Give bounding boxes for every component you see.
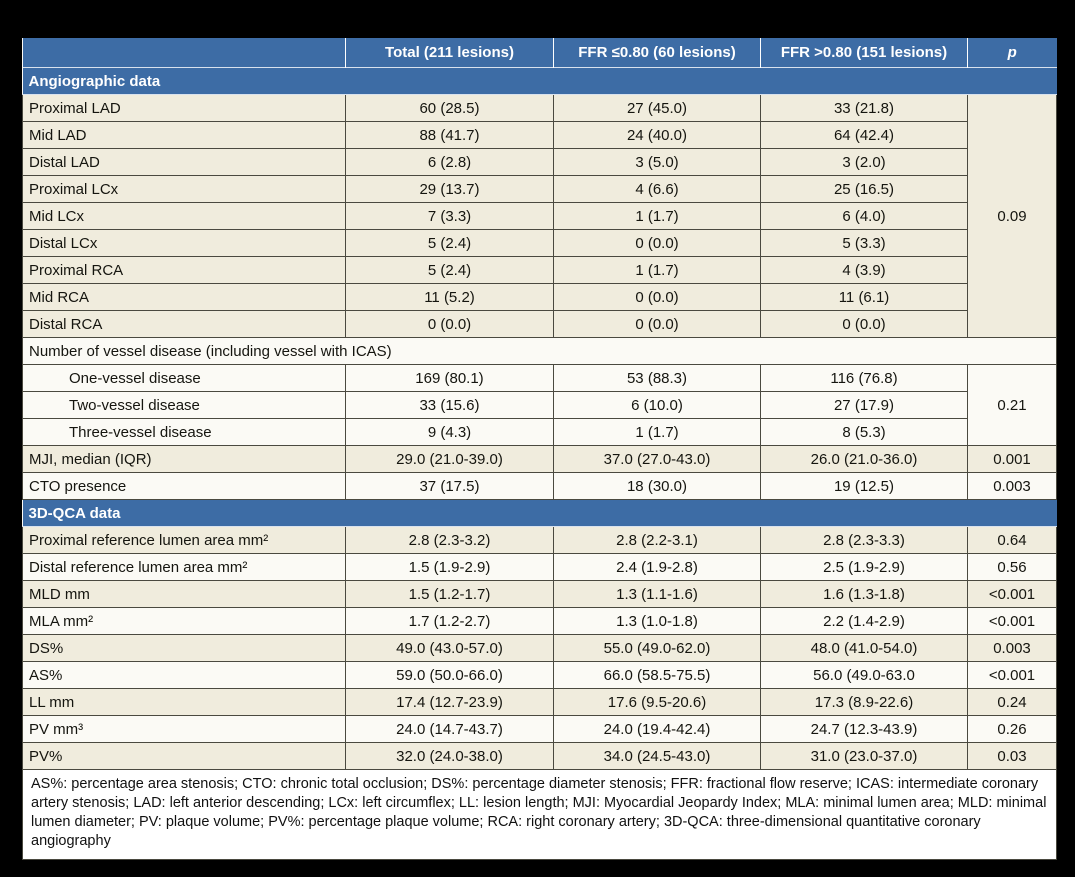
table-row: [23, 419, 1057, 446]
cell-total: 29 (13.7): [346, 176, 554, 203]
table-row: [23, 689, 1057, 716]
cell-p: 0.26: [968, 716, 1057, 743]
lesion-characteristics-table: [22, 38, 1057, 860]
cell-total: 60 (28.5): [346, 95, 554, 122]
header-label-cell: [23, 38, 346, 68]
cell-total: 9 (4.3): [346, 419, 554, 446]
row-label: Mid LAD: [23, 122, 346, 149]
subheader-label: Number of vessel disease (including vessel with ICAS): [23, 338, 1057, 365]
row-label: MLD mm: [23, 581, 346, 608]
cell-total: 32.0 (24.0-38.0): [346, 743, 554, 770]
cell-ffr-le: 2.4 (1.9-2.8): [554, 554, 761, 581]
cell-p: 0.003: [968, 473, 1057, 500]
cell-total: 37 (17.5): [346, 473, 554, 500]
row-label: PV%: [23, 743, 346, 770]
cell-total: 33 (15.6): [346, 392, 554, 419]
cell-ffr-gt: 2.8 (2.3-3.3): [761, 527, 968, 554]
cell-ffr-le: 18 (30.0): [554, 473, 761, 500]
cell-ffr-gt: 3 (2.0): [761, 149, 968, 176]
cell-total: 1.5 (1.9-2.9): [346, 554, 554, 581]
row-label: LL mm: [23, 689, 346, 716]
cell-ffr-gt: 19 (12.5): [761, 473, 968, 500]
row-label: MLA mm²: [23, 608, 346, 635]
cell-ffr-gt: 2.5 (1.9-2.9): [761, 554, 968, 581]
cell-p: <0.001: [968, 608, 1057, 635]
header-p-value: p: [968, 38, 1057, 68]
cell-ffr-le: 1 (1.7): [554, 257, 761, 284]
cell-ffr-le: 0 (0.0): [554, 284, 761, 311]
row-label: Distal LAD: [23, 149, 346, 176]
row-label: Mid LCx: [23, 203, 346, 230]
cell-ffr-gt: 56.0 (49.0-63.0: [761, 662, 968, 689]
row-label: PV mm³: [23, 716, 346, 743]
cell-ffr-le: 24.0 (19.4-42.4): [554, 716, 761, 743]
table-row: [23, 716, 1057, 743]
cell-ffr-gt: 116 (76.8): [761, 365, 968, 392]
row-label: Proximal RCA: [23, 257, 346, 284]
cell-ffr-gt: 27 (17.9): [761, 392, 968, 419]
cell-ffr-le: 0 (0.0): [554, 230, 761, 257]
cell-total: 24.0 (14.7-43.7): [346, 716, 554, 743]
cell-total: 17.4 (12.7-23.9): [346, 689, 554, 716]
cell-ffr-le: 6 (10.0): [554, 392, 761, 419]
cell-ffr-gt: 4 (3.9): [761, 257, 968, 284]
cell-total: 11 (5.2): [346, 284, 554, 311]
cell-ffr-gt: 11 (6.1): [761, 284, 968, 311]
cell-ffr-le: 27 (45.0): [554, 95, 761, 122]
row-label: CTO presence: [23, 473, 346, 500]
cell-ffr-le: 2.8 (2.2-3.1): [554, 527, 761, 554]
cell-ffr-gt: 64 (42.4): [761, 122, 968, 149]
cell-ffr-le: 1.3 (1.1-1.6): [554, 581, 761, 608]
row-label: Mid RCA: [23, 284, 346, 311]
row-label: Proximal LAD: [23, 95, 346, 122]
cell-ffr-gt: 33 (21.8): [761, 95, 968, 122]
table-row: [23, 203, 1057, 230]
cell-ffr-le: 1 (1.7): [554, 419, 761, 446]
cell-ffr-le: 17.6 (9.5-20.6): [554, 689, 761, 716]
cell-p: 0.56: [968, 554, 1057, 581]
row-label: Distal LCx: [23, 230, 346, 257]
cell-total: 1.5 (1.2-1.7): [346, 581, 554, 608]
table-row: [23, 527, 1057, 554]
cell-p-vessel-disease: 0.21: [968, 365, 1057, 446]
section-header-angiographic: [23, 68, 1057, 95]
table-row: [23, 149, 1057, 176]
table-row: [23, 365, 1057, 392]
table-row: [23, 635, 1057, 662]
table-row: [23, 122, 1057, 149]
table-row: [23, 176, 1057, 203]
cell-ffr-le: 4 (6.6): [554, 176, 761, 203]
cell-ffr-le: 0 (0.0): [554, 311, 761, 338]
row-label: Two-vessel disease: [23, 392, 346, 419]
subheader-vessel-disease: [23, 338, 1057, 365]
cell-total: 1.7 (1.2-2.7): [346, 608, 554, 635]
cell-ffr-gt: 0 (0.0): [761, 311, 968, 338]
table-row: [23, 662, 1057, 689]
cell-p: <0.001: [968, 581, 1057, 608]
cell-ffr-gt: 17.3 (8.9-22.6): [761, 689, 968, 716]
table-row: [23, 743, 1057, 770]
cell-total: 7 (3.3): [346, 203, 554, 230]
cell-ffr-gt: 2.2 (1.4-2.9): [761, 608, 968, 635]
cell-total: 5 (2.4): [346, 257, 554, 284]
table-row: [23, 473, 1057, 500]
table-row: [23, 581, 1057, 608]
cell-total: 6 (2.8): [346, 149, 554, 176]
cell-total: 88 (41.7): [346, 122, 554, 149]
row-label: AS%: [23, 662, 346, 689]
cell-p: 0.64: [968, 527, 1057, 554]
cell-ffr-le: 66.0 (58.5-75.5): [554, 662, 761, 689]
cell-ffr-le: 34.0 (24.5-43.0): [554, 743, 761, 770]
row-label: MJI, median (IQR): [23, 446, 346, 473]
cell-ffr-gt: 31.0 (23.0-37.0): [761, 743, 968, 770]
table-footnote-row: [23, 770, 1057, 860]
cell-ffr-gt: 26.0 (21.0-36.0): [761, 446, 968, 473]
row-label: Proximal LCx: [23, 176, 346, 203]
cell-p: 0.24: [968, 689, 1057, 716]
table-row: [23, 392, 1057, 419]
table-row: [23, 554, 1057, 581]
row-label: Three-vessel disease: [23, 419, 346, 446]
cell-total: 5 (2.4): [346, 230, 554, 257]
cell-ffr-gt: 1.6 (1.3-1.8): [761, 581, 968, 608]
cell-p: 0.001: [968, 446, 1057, 473]
cell-ffr-le: 53 (88.3): [554, 365, 761, 392]
cell-p: 0.03: [968, 743, 1057, 770]
row-label: Distal reference lumen area mm²: [23, 554, 346, 581]
table-header-row: [23, 38, 1057, 68]
header-ffr-le-080: FFR ≤0.80 (60 lesions): [554, 38, 761, 68]
cell-ffr-gt: 6 (4.0): [761, 203, 968, 230]
section-header-3dqca: [23, 500, 1057, 527]
cell-ffr-le: 37.0 (27.0-43.0): [554, 446, 761, 473]
cell-ffr-gt: 8 (5.3): [761, 419, 968, 446]
cell-ffr-gt: 24.7 (12.3-43.9): [761, 716, 968, 743]
cell-ffr-gt: 25 (16.5): [761, 176, 968, 203]
cell-ffr-gt: 5 (3.3): [761, 230, 968, 257]
cell-ffr-le: 1 (1.7): [554, 203, 761, 230]
cell-total: 29.0 (21.0-39.0): [346, 446, 554, 473]
row-label: DS%: [23, 635, 346, 662]
cell-total: 0 (0.0): [346, 311, 554, 338]
header-total: Total (211 lesions): [346, 38, 554, 68]
cell-ffr-le: 3 (5.0): [554, 149, 761, 176]
cell-ffr-gt: 48.0 (41.0-54.0): [761, 635, 968, 662]
table-row: [23, 284, 1057, 311]
cell-ffr-le: 1.3 (1.0-1.8): [554, 608, 761, 635]
cell-p-vessel-location: 0.09: [968, 95, 1057, 338]
section-title: 3D-QCA data: [23, 500, 1057, 527]
cell-total: 59.0 (50.0-66.0): [346, 662, 554, 689]
header-ffr-gt-080: FFR >0.80 (151 lesions): [761, 38, 968, 68]
cell-total: 2.8 (2.3-3.2): [346, 527, 554, 554]
table-row: [23, 257, 1057, 284]
table-row: [23, 608, 1057, 635]
row-label: One-vessel disease: [23, 365, 346, 392]
table-footnote: AS%: percentage area stenosis; CTO: chronic total occlusion; DS%: percentage diameter stenosis; FFR: fractional flow reserve; ICAS: intermediate coronary artery stenosis; LAD: left anterior descending; LCx: left circumflex; LL: lesion length; MJI: Myocardial Jeopardy Index; MLA: minimal lumen area; MLD: minimal lumen diameter; PV: plaque volume; PV%: percentage plaque volume; RCA: right coronary artery; 3D-QCA: three-dimensional quantitative coronary angiography: [23, 770, 1057, 860]
table-row: [23, 311, 1057, 338]
section-title: Angiographic data: [23, 68, 1057, 95]
cell-ffr-le: 24 (40.0): [554, 122, 761, 149]
cell-ffr-le: 55.0 (49.0-62.0): [554, 635, 761, 662]
row-label: Distal RCA: [23, 311, 346, 338]
row-label: Proximal reference lumen area mm²: [23, 527, 346, 554]
table-row: [23, 230, 1057, 257]
table-row: [23, 95, 1057, 122]
cell-total: 169 (80.1): [346, 365, 554, 392]
cell-p: <0.001: [968, 662, 1057, 689]
cell-total: 49.0 (43.0-57.0): [346, 635, 554, 662]
cell-p: 0.003: [968, 635, 1057, 662]
table-row: [23, 446, 1057, 473]
